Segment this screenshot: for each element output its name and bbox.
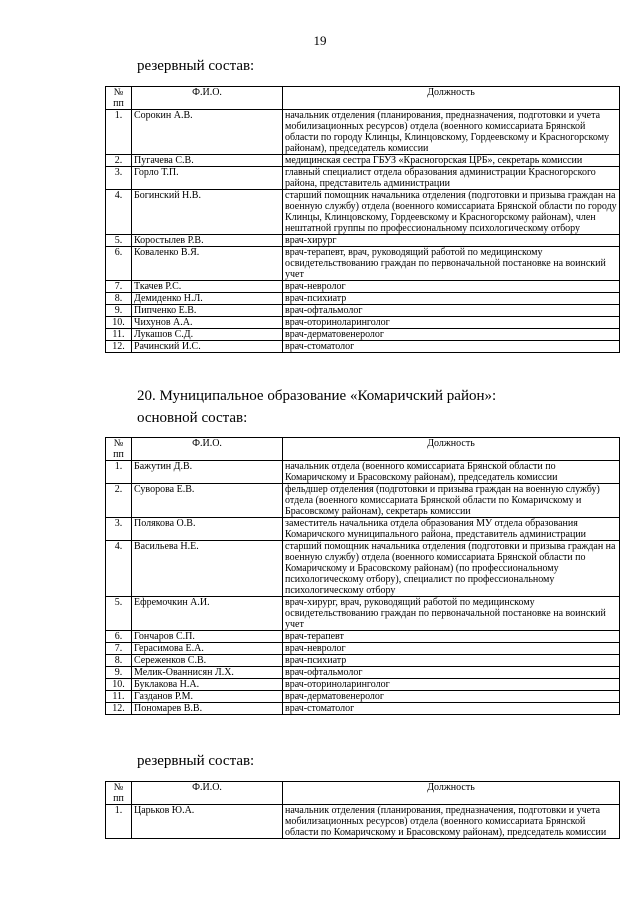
row-position: врач-невролог xyxy=(283,643,620,655)
row-name: Пугачева С.В. xyxy=(132,155,283,167)
row-name: Васильева Н.Е. xyxy=(132,541,283,597)
row-position: врач-хирург, врач, руководящий работой по медицинскому освидетельствованию граждан по первоначальной постановке на воинский учет xyxy=(283,597,620,631)
table-header-row xyxy=(106,438,620,461)
row-num: 2. xyxy=(106,484,132,518)
row-name: Чихунов А.А. xyxy=(132,317,283,329)
row-num: 3. xyxy=(106,518,132,541)
row-name: Лукашов С.Д. xyxy=(132,329,283,341)
row-position: врач-хирург xyxy=(283,235,620,247)
table-row xyxy=(106,805,620,839)
table-header-row xyxy=(106,782,620,805)
table-row xyxy=(106,329,620,341)
table-row xyxy=(106,110,620,155)
row-num: 6. xyxy=(106,247,132,281)
row-position: врач-терапевт, врач, руководящий работой по медицинскому освидетельствованию граждан по первоначальной постановке на воинский учет xyxy=(283,247,620,281)
row-num: 6. xyxy=(106,631,132,643)
table-row xyxy=(106,305,620,317)
table-row xyxy=(106,703,620,715)
row-position: врач-стоматолог xyxy=(283,341,620,353)
row-name: Гончаров С.П. xyxy=(132,631,283,643)
row-num: 1. xyxy=(106,110,132,155)
row-name: Бажутин Д.В. xyxy=(132,461,283,484)
row-position: врач-дерматовенеролог xyxy=(283,329,620,341)
header-position: Должность xyxy=(283,782,620,805)
row-num: 12. xyxy=(106,703,132,715)
table-row xyxy=(106,167,620,190)
reserve-composition-table-2 xyxy=(105,781,620,839)
row-num: 1. xyxy=(106,461,132,484)
row-num: 5. xyxy=(106,235,132,247)
row-position: врач-стоматолог xyxy=(283,703,620,715)
table-row xyxy=(106,541,620,597)
reserve-composition-label-2: резервный состав: xyxy=(137,753,255,769)
table-row xyxy=(106,518,620,541)
row-num: 10. xyxy=(106,317,132,329)
row-position: врач-офтальмолог xyxy=(283,305,620,317)
row-name: Ткачев Р.С. xyxy=(132,281,283,293)
table-row xyxy=(106,679,620,691)
row-position: врач-психиатр xyxy=(283,655,620,667)
row-num: 5. xyxy=(106,597,132,631)
row-position: старший помощник начальника отделения (подготовки и призыва граждан на военную службу) отдела (военного комиссариата Брянской области по городу Клинцы, Клинцовскому, Гордеевскому и Красногорскому районам), член нештатной группы по профессиональному психологическому отбору xyxy=(283,190,620,235)
row-name: Суворова Е.В. xyxy=(132,484,283,518)
table-row xyxy=(106,461,620,484)
row-name: Коростылев Р.В. xyxy=(132,235,283,247)
row-num: 9. xyxy=(106,305,132,317)
table-row xyxy=(106,631,620,643)
row-position: врач-оториноларинголог xyxy=(283,317,620,329)
row-name: Буклакова Н.А. xyxy=(132,679,283,691)
table-header-row xyxy=(106,87,620,110)
row-name: Горло Т.П. xyxy=(132,167,283,190)
row-num: 12. xyxy=(106,341,132,353)
row-name: Полякова О.В. xyxy=(132,518,283,541)
table-row xyxy=(106,235,620,247)
row-name: Мелик-Ованнисян Л.Х. xyxy=(132,667,283,679)
row-num: 2. xyxy=(106,155,132,167)
table-row xyxy=(106,667,620,679)
row-position: врач-терапевт xyxy=(283,631,620,643)
row-position: врач-психиатр xyxy=(283,293,620,305)
table-row xyxy=(106,317,620,329)
row-num: 11. xyxy=(106,329,132,341)
row-num: 7. xyxy=(106,643,132,655)
table-row xyxy=(106,691,620,703)
row-position: заместитель начальника отдела образования МУ отдела образования Комаричского муниципального района, представитель администрации xyxy=(283,518,620,541)
table-row xyxy=(106,281,620,293)
row-name: Рачинский И.С. xyxy=(132,341,283,353)
municipality-heading: 20. Муниципальное образование «Комаричский район»: xyxy=(137,388,497,404)
table-row xyxy=(106,643,620,655)
row-position: врач-дерматовенеролог xyxy=(283,691,620,703)
row-num: 11. xyxy=(106,691,132,703)
row-name: Коваленко В.Я. xyxy=(132,247,283,281)
row-num: 8. xyxy=(106,655,132,667)
header-num: № пп xyxy=(106,87,132,110)
row-num: 3. xyxy=(106,167,132,190)
header-name: Ф.И.О. xyxy=(132,87,283,110)
row-position: врач-оториноларинголог xyxy=(283,679,620,691)
row-num: 7. xyxy=(106,281,132,293)
row-name: Герасимова Е.А. xyxy=(132,643,283,655)
row-num: 8. xyxy=(106,293,132,305)
row-num: 4. xyxy=(106,190,132,235)
row-name: Ефремочкин А.И. xyxy=(132,597,283,631)
reserve-composition-label: резервный состав: xyxy=(137,58,255,74)
row-position: врач-офтальмолог xyxy=(283,667,620,679)
row-position: фельдшер отделения (подготовки и призыва граждан на военную службу) отдела (военного комиссариата Брянской области по Комаричскому и Брасовскому районам), секретарь комиссии xyxy=(283,484,620,518)
row-name: Царьков Ю.А. xyxy=(132,805,283,839)
row-position: начальник отдела (военного комиссариата Брянской области по Комаричскому и Брасовскому районам), председатель комиссии xyxy=(283,461,620,484)
row-position: начальник отделения (планирования, предназначения, подготовки и учета мобилизационных ресурсов) отдела (военного комиссариата Брянской области по Комаричскому и Брасовскому районам), председатель комиссии xyxy=(283,805,620,839)
table-row xyxy=(106,293,620,305)
header-position: Должность xyxy=(283,87,620,110)
row-num: 9. xyxy=(106,667,132,679)
reserve-composition-table xyxy=(105,86,620,353)
row-name: Богинский Н.В. xyxy=(132,190,283,235)
row-name: Пономарев В.В. xyxy=(132,703,283,715)
table-row xyxy=(106,484,620,518)
table-row xyxy=(106,597,620,631)
row-num: 10. xyxy=(106,679,132,691)
header-num: № пп xyxy=(106,438,132,461)
header-position: Должность xyxy=(283,438,620,461)
row-num: 4. xyxy=(106,541,132,597)
table-row xyxy=(106,341,620,353)
row-name: Пипченко Е.В. xyxy=(132,305,283,317)
row-position: начальник отделения (планирования, предназначения, подготовки и учета мобилизационных ресурсов) отдела (военного комиссариата Брянской области по городу Клинцы, Клинцовскому, Гордеевскому и Красногорскому районам), председатель комиссии xyxy=(283,110,620,155)
main-composition-table xyxy=(105,437,620,715)
page-number: 19 xyxy=(313,33,327,48)
header-name: Ф.И.О. xyxy=(132,782,283,805)
table-row xyxy=(106,247,620,281)
row-name: Газданов Р.М. xyxy=(132,691,283,703)
table-row xyxy=(106,155,620,167)
row-name: Сорокин А.В. xyxy=(132,110,283,155)
row-name: Сереженков С.В. xyxy=(132,655,283,667)
row-position: старший помощник начальника отделения (подготовки и призыва граждан на военную службу) отдела (военного комиссариата Брянской области по Комаричскому и Брасовскому районам) (по профессиональному психологическому отбору), специалист по профессиональному психологическому отбору xyxy=(283,541,620,597)
row-name: Демиденко Н.Л. xyxy=(132,293,283,305)
table-row xyxy=(106,190,620,235)
header-num: № пп xyxy=(106,782,132,805)
row-position: главный специалист отдела образования администрации Красногорского района, представитель администрации xyxy=(283,167,620,190)
main-composition-label: основной состав: xyxy=(137,410,248,426)
header-name: Ф.И.О. xyxy=(132,438,283,461)
row-position: медицинская сестра ГБУЗ «Красногорская ЦРБ», секретарь комиссии xyxy=(283,155,620,167)
table-row xyxy=(106,655,620,667)
row-position: врач-невролог xyxy=(283,281,620,293)
row-num: 1. xyxy=(106,805,132,839)
